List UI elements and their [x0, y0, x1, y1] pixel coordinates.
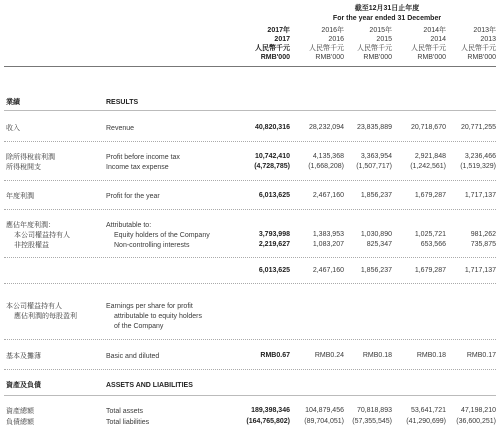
nci-2015: 825,347 — [366, 241, 392, 248]
revenue-2017: 40,820,316 — [254, 124, 290, 131]
year-zh-2014: 2014年 — [423, 27, 446, 34]
nci-label-en: Non-controlling interests — [114, 242, 190, 249]
divider — [4, 141, 496, 142]
tax-2013: (1,519,329) — [460, 163, 496, 170]
unit-en-2015: RMB'000 — [363, 54, 392, 61]
unit-en-2017: RMB'000 — [260, 54, 290, 61]
eps-label-zh-1: 本公司權益持有人 — [6, 303, 62, 310]
equity-2017: 3,793,998 — [258, 231, 290, 238]
results-divider — [4, 110, 496, 111]
revenue-2016: 28,232,094 — [308, 124, 344, 131]
tax-2014: (1,242,561) — [410, 163, 446, 170]
nci-2016: 1,083,207 — [312, 241, 344, 248]
pbt-2013: 3,236,466 — [464, 153, 496, 160]
profit-year-2015: 1,856,237 — [360, 192, 392, 199]
pbt-label-en: Profit before income tax — [106, 154, 180, 161]
unit-en-2014: RMB'000 — [417, 54, 446, 61]
liabilities-label-en: Total liabilities — [106, 419, 150, 426]
assets-divider — [4, 395, 496, 396]
total-2013: 1,717,137 — [464, 267, 496, 274]
unit-en-2013: RMB'000 — [467, 54, 496, 61]
period-zh: 截至12月31日止年度 — [354, 5, 420, 12]
assets-2015: 70,818,893 — [356, 407, 392, 414]
year-zh-2013: 2013年 — [473, 27, 496, 34]
tax-label-zh: 所得稅開支 — [6, 164, 41, 171]
eps-2016: RMB0.24 — [314, 352, 344, 359]
profit-year-2014: 1,679,287 — [414, 192, 446, 199]
liabilities-label-zh: 負債總額 — [6, 419, 34, 426]
assets-title-en: ASSETS AND LIABILITIES — [106, 382, 193, 389]
tax-2016: (1,668,208) — [308, 163, 344, 170]
year-en-2014: 2014 — [430, 36, 446, 43]
eps-label-en-3: of the Company — [114, 323, 164, 330]
nci-label-zh: 非控股權益 — [14, 242, 49, 249]
basic-label-zh: 基本及攤薄 — [6, 353, 41, 360]
assets-title-zh: 資產及負債 — [6, 382, 41, 389]
eps-2015: RMB0.18 — [362, 352, 392, 359]
pbt-2014: 2,921,848 — [414, 153, 446, 160]
equity-label-zh: 本公司權益持有人 — [14, 232, 70, 239]
unit-zh-2013: 人民幣千元 — [461, 45, 496, 52]
assets-2013: 47,198,210 — [460, 407, 496, 414]
revenue-2015: 23,835,889 — [356, 124, 392, 131]
nci-2017: 2,219,627 — [258, 241, 290, 248]
nci-2013: 735,875 — [470, 241, 496, 248]
total-2015: 1,856,237 — [360, 267, 392, 274]
tax-label-en: Income tax expense — [106, 164, 169, 171]
attributable-label-zh: 應佔年度利潤： — [6, 222, 55, 229]
revenue-2013: 20,771,255 — [460, 124, 496, 131]
liabilities-2017: (164,765,802) — [246, 418, 290, 425]
revenue-label-en: Revenue — [106, 125, 135, 132]
equity-2015: 1,030,890 — [360, 231, 392, 238]
equity-2013: 981,262 — [470, 231, 496, 238]
revenue-label-zh: 收入 — [6, 125, 20, 132]
revenue-2014: 20,718,670 — [410, 124, 446, 131]
period-en: For the year ended 31 December — [332, 15, 442, 22]
profit-year-label-en: Profit for the year — [106, 193, 160, 200]
unit-en-2016: RMB'000 — [315, 54, 344, 61]
divider — [4, 180, 496, 181]
unit-zh-2015: 人民幣千元 — [357, 45, 392, 52]
assets-label-en: Total assets — [106, 408, 143, 415]
unit-zh-2016: 人民幣千元 — [309, 45, 344, 52]
divider — [4, 369, 496, 370]
divider — [4, 283, 496, 284]
equity-2014: 1,025,721 — [414, 231, 446, 238]
pbt-label-zh: 除所得稅前利潤 — [6, 154, 55, 161]
eps-2013: RMB0.17 — [466, 352, 496, 359]
assets-label-zh: 資產總額 — [6, 408, 34, 415]
eps-label-en-1: Earnings per share for profit — [106, 303, 193, 310]
eps-label-zh-2: 應佔利潤的每股盈利 — [14, 313, 77, 320]
profit-year-2013: 1,717,137 — [464, 192, 496, 199]
eps-2014: RMB0.18 — [416, 352, 446, 359]
results-title-zh: 業績 — [6, 99, 20, 106]
year-en-2013: 2013 — [480, 36, 496, 43]
liabilities-2016: (89,704,051) — [304, 418, 344, 425]
equity-label-en: Equity holders of the Company — [114, 232, 210, 239]
tax-2015: (1,507,717) — [356, 163, 392, 170]
year-zh-2016: 2016年 — [321, 27, 344, 34]
header-divider — [4, 66, 496, 67]
total-2017: 6,013,625 — [258, 267, 290, 274]
year-zh-2015: 2015年 — [369, 27, 392, 34]
total-2016: 2,467,160 — [312, 267, 344, 274]
eps-2017: RMB0.67 — [260, 352, 290, 359]
divider — [4, 339, 496, 340]
nci-2014: 653,566 — [420, 241, 446, 248]
divider — [4, 209, 496, 210]
results-title-en: RESULTS — [106, 99, 139, 106]
assets-2016: 104,879,456 — [305, 407, 344, 414]
attributable-label-en: Attributable to: — [106, 222, 152, 229]
liabilities-2013: (36,600,251) — [456, 418, 496, 425]
year-zh-2017: 2017年 — [267, 27, 290, 34]
divider — [4, 257, 496, 258]
total-2014: 1,679,287 — [414, 267, 446, 274]
assets-2014: 53,641,721 — [410, 407, 446, 414]
pbt-2016: 4,135,368 — [312, 153, 344, 160]
equity-2016: 1,383,953 — [312, 231, 344, 238]
liabilities-2015: (57,355,545) — [352, 418, 392, 425]
unit-zh-2014: 人民幣千元 — [411, 45, 446, 52]
pbt-2015: 3,363,954 — [360, 153, 392, 160]
profit-year-label-zh: 年度利潤 — [6, 193, 34, 200]
year-en-2016: 2016 — [328, 36, 344, 43]
pbt-2017: 10,742,410 — [254, 153, 290, 160]
unit-zh-2017: 人民幣千元 — [255, 45, 290, 52]
basic-label-en: Basic and diluted — [106, 353, 160, 360]
year-en-2015: 2015 — [376, 36, 392, 43]
liabilities-2014: (41,290,699) — [406, 418, 446, 425]
eps-label-en-2: attributable to equity holders — [114, 313, 202, 320]
profit-year-2016: 2,467,160 — [312, 192, 344, 199]
profit-year-2017: 6,013,625 — [258, 192, 290, 199]
year-en-2017: 2017 — [274, 36, 290, 43]
tax-2017: (4,728,785) — [254, 163, 290, 170]
assets-2017: 189,398,346 — [251, 407, 290, 414]
